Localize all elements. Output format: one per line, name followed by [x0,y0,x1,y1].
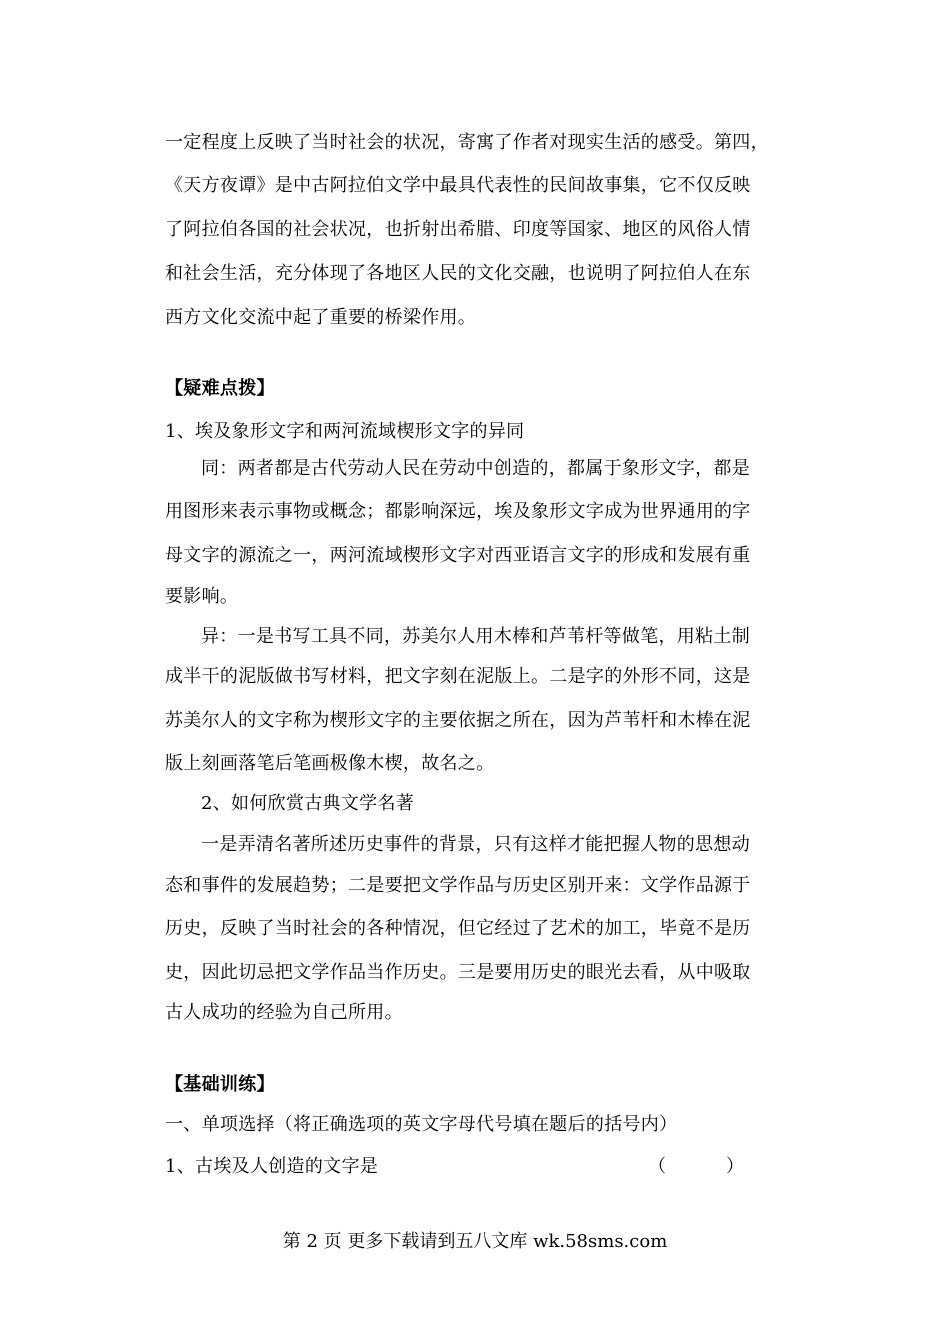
question-2-title: 2、如何欣赏古典文学名著 [201,793,415,814]
q2-line-2: 态和事件的发展趋势；二是要把文学作品与历史区别开来：文学作品源于 [165,875,751,896]
diff-line-3: 苏美尔人的文字称为楔形文字的主要依据之所在，因为芦苇杆和木棒在泥 [165,710,751,731]
same-line-3: 母文字的源流之一，两河流域楔形文字对西亚语言文字的形成和发展有重 [165,545,751,566]
q2-line-5: 古人成功的经验为自己所用。 [165,1002,403,1023]
answer-paren-left: （ [648,1156,666,1177]
page-footer: 第 2 页 更多下载请到五八文库 wk.58sms.com [282,1231,668,1252]
part-title-single-choice: 一、单项选择（将正确选项的英文字母代号填在题后的括号内） [165,1114,678,1135]
intro-line-3: 了阿拉伯各国的社会状况，也折射出希腊、印度等国家、地区的风俗人情 [165,219,751,240]
diff-line-1: 异：一是书写工具不同，苏美尔人用木棒和芦苇杆等做笔，用粘土制 [201,626,750,647]
q2-line-3: 历史，反映了当时社会的各种情况，但它经过了艺术的加工，毕竟不是历 [165,918,751,939]
q2-line-4: 史，因此切忌把文学作品当作历史。三是要用历史的眼光去看，从中吸取 [165,962,751,983]
choice-question-1: 1、古埃及人创造的文字是 [165,1156,379,1177]
diff-line-2: 成半干的泥版做书写材料，把文字刻在泥版上。二是字的外形不同，这是 [165,666,751,687]
intro-line-4: 和社会生活，充分体现了各地区人民的文化交融，也说明了阿拉伯人在东 [165,263,751,284]
section-heading-basic-training: 【基础训练】 [165,1074,275,1095]
q2-line-1: 一是弄清名著所述历史事件的背景，只有这样才能把握人物的思想动 [201,834,750,855]
same-line-4: 要影响。 [165,586,239,607]
intro-line-5: 西方文化交流中起了重要的桥梁作用。 [165,307,477,328]
intro-line-2: 《天方夜谭》是中古阿拉伯文学中最具代表性的民间故事集，它不仅反映 [165,175,751,196]
same-line-2: 用图形来表示事物或概念；都影响深远，埃及象形文字成为世界通用的字 [165,501,751,522]
answer-paren-right: ） [726,1156,744,1177]
same-line-1: 同：两者都是古代劳动人民在劳动中创造的，都属于象形文字，都是 [201,458,750,479]
section-heading-difficulty: 【疑难点拨】 [165,378,275,399]
question-1-title: 1、埃及象形文字和两河流域楔形文字的异同 [165,421,525,442]
intro-line-1: 一定程度上反映了当时社会的状况，寄寓了作者对现实生活的感受。第四， [165,132,769,153]
diff-line-4: 版上刻画落笔后笔画极像木楔，故名之。 [165,753,495,774]
